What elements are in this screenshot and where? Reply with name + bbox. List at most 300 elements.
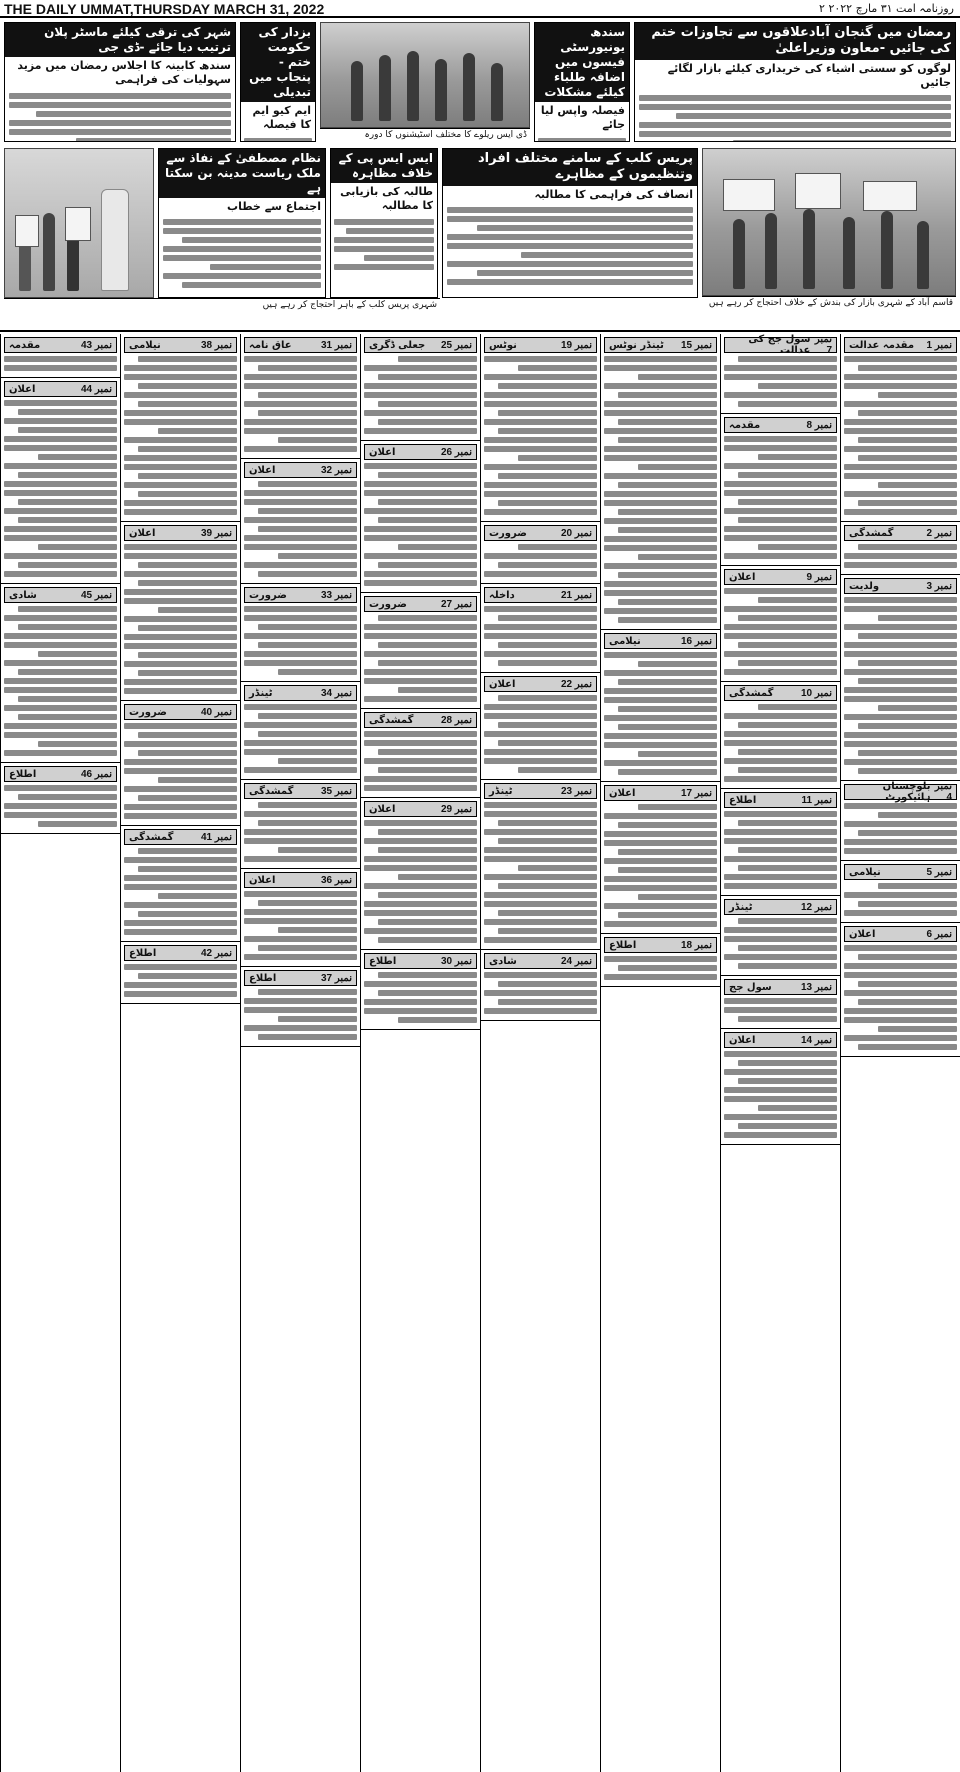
ad-number: نمبر 11 — [801, 794, 832, 806]
ad-text-line — [484, 704, 597, 710]
ad-title: اعلان — [9, 383, 36, 395]
classified-ad — [1, 584, 120, 763]
ad-text-line — [244, 606, 357, 612]
ad-text-line — [484, 713, 597, 719]
ad-text-line — [4, 678, 117, 684]
ad-title: سول جج — [729, 981, 772, 993]
ad-text-line — [858, 544, 957, 550]
ad-text-line — [498, 695, 597, 701]
ad-title: ٹینڈر — [729, 901, 753, 913]
ad-header — [724, 334, 837, 356]
ad-text-line — [498, 500, 597, 506]
ad-text-line — [124, 741, 237, 747]
ad-column — [840, 334, 960, 1772]
classified-ad — [721, 976, 840, 1029]
ad-text-line — [278, 847, 357, 853]
classified-ad — [361, 950, 480, 1030]
ad-text-line — [4, 418, 117, 424]
ad-text-line — [618, 724, 717, 730]
ad-text-line — [858, 660, 957, 666]
ad-number: نمبر 17 — [680, 787, 712, 799]
ad-title: اعلان — [369, 803, 396, 815]
story-master-plan-subhead: سندھ کابینہ کا اجلاس رمضان میں مزید سہولیات کی فراہمی — [17, 59, 231, 87]
ad-text-line — [604, 365, 717, 371]
ad-text-line — [4, 785, 117, 791]
ad-text-line — [138, 473, 237, 479]
ad-header — [604, 785, 717, 801]
ad-text-line — [858, 723, 957, 729]
ad-text-line — [4, 723, 117, 729]
ad-text-line — [604, 903, 717, 909]
classified-ad — [721, 682, 840, 789]
news-photo-railway — [320, 22, 530, 128]
ad-header — [844, 578, 957, 594]
ad-text-line — [124, 464, 237, 470]
ad-text-line — [244, 998, 357, 1004]
ad-text-line — [364, 651, 477, 657]
ad-text-line — [844, 732, 957, 738]
ad-text-line — [844, 687, 957, 693]
ad-text-line — [844, 848, 957, 854]
classified-ad — [601, 334, 720, 630]
ad-text-line — [244, 419, 357, 425]
ad-title: گمشدگی — [249, 785, 294, 797]
story-encroachment-headline: رمضان میں گنجان آبادعلاقوں سے تجاوزات ختم کی جائیں -معاون وزیراعلیٰ — [635, 23, 955, 60]
ad-text-line — [844, 963, 957, 969]
story-fees-headline: سندھ یونیورسٹی فیسوں میں اضافہ طلباء کیلئے مشکلات — [535, 23, 629, 102]
ad-text-line — [364, 910, 477, 916]
ad-text-line — [724, 392, 837, 398]
ad-number: نمبر 21 — [560, 589, 592, 601]
ad-text-line — [604, 697, 717, 703]
ad-text-line — [258, 1034, 357, 1040]
ad-text-line — [4, 732, 117, 738]
classified-ad — [241, 869, 360, 967]
ad-text-line — [4, 445, 117, 451]
ad-text-line — [124, 589, 237, 595]
ad-text-line — [878, 482, 957, 488]
ad-text-line — [484, 758, 597, 764]
ad-title: اعلان — [249, 464, 276, 476]
classified-ad — [361, 441, 480, 593]
ad-title: اطلاع — [9, 768, 37, 780]
ad-text-line — [604, 670, 717, 676]
ad-text-line — [378, 847, 477, 853]
ad-number: نمبر 28 — [440, 714, 472, 726]
ad-text-line — [758, 454, 837, 460]
classified-ad — [361, 798, 480, 950]
ad-text-line — [498, 740, 597, 746]
ad-text-line — [844, 972, 957, 978]
ad-text-line — [844, 491, 957, 497]
ad-title: شادی — [9, 589, 37, 601]
ad-header — [484, 587, 597, 603]
ad-text-line — [758, 544, 837, 550]
ad-text-line — [724, 508, 837, 514]
ad-text-line — [724, 1096, 837, 1102]
ad-text-line — [124, 374, 237, 380]
ad-text-line — [484, 633, 597, 639]
ad-text-line — [604, 876, 717, 882]
ad-text-line — [844, 910, 957, 916]
ad-text-line — [124, 982, 237, 988]
photo-protest-left-caption: شہری پریس کلب کے باہر احتجاج کر رہے ہیں — [4, 298, 440, 312]
ad-text-line — [378, 919, 477, 925]
classified-ad — [241, 682, 360, 780]
ad-text-line — [4, 750, 117, 756]
ad-text-line — [244, 918, 357, 924]
ad-text-line — [364, 481, 477, 487]
ad-text-line — [364, 678, 477, 684]
ad-text-line — [364, 856, 477, 862]
classified-ad — [121, 522, 240, 701]
ad-text-line — [724, 713, 837, 719]
ad-text-line — [4, 705, 117, 711]
classified-ad — [601, 782, 720, 934]
ad-text-line — [604, 518, 717, 524]
ad-text-line — [124, 902, 237, 908]
ad-text-line — [724, 535, 837, 541]
ad-title: نوٹس — [489, 339, 517, 351]
ad-text-line — [244, 374, 357, 380]
ad-number: نمبر 43 — [80, 339, 112, 351]
ad-text-line — [138, 866, 237, 872]
ad-text-line — [604, 383, 717, 389]
ad-text-line — [244, 954, 357, 960]
ad-text-line — [604, 446, 717, 452]
ad-text-line — [364, 571, 477, 577]
ad-header — [484, 783, 597, 799]
ad-header — [244, 872, 357, 888]
ad-title: نیلامی — [609, 635, 641, 647]
ad-text-line — [844, 990, 957, 996]
ad-text-line — [738, 1060, 837, 1066]
ad-header — [844, 525, 957, 541]
ad-text-line — [498, 910, 597, 916]
ad-text-line — [124, 804, 237, 810]
ad-text-line — [4, 660, 117, 666]
ad-text-line — [18, 427, 117, 433]
ad-text-line — [258, 642, 357, 648]
ad-number: نمبر 31 — [320, 339, 352, 351]
ad-number: نمبر 7 — [814, 334, 832, 356]
ad-text-line — [484, 491, 597, 497]
classified-ads — [0, 334, 960, 1772]
ad-text-line — [484, 509, 597, 515]
ad-text-line — [4, 463, 117, 469]
ad-text-line — [364, 838, 477, 844]
ad-text-line — [244, 615, 357, 621]
ad-text-line — [124, 768, 237, 774]
ad-text-line — [844, 651, 957, 657]
ad-text-line — [258, 571, 357, 577]
ad-text-line — [724, 936, 837, 942]
ad-text-line — [844, 714, 957, 720]
ad-text-line — [724, 927, 837, 933]
ad-text-line — [364, 776, 477, 782]
story-bazdar-subhead: ایم کیو ایم کا فیصلہ — [252, 104, 311, 132]
ad-number: نمبر 24 — [560, 955, 592, 967]
ad-text-line — [618, 572, 717, 578]
ad-text-line — [244, 749, 357, 755]
ad-text-line — [618, 527, 717, 533]
ad-text-line — [378, 642, 477, 648]
ad-text-line — [858, 954, 957, 960]
classified-ad — [241, 584, 360, 682]
ad-text-line — [4, 535, 117, 541]
ad-text-line — [858, 999, 957, 1005]
ad-text-line — [4, 553, 117, 559]
ad-text-line — [844, 821, 957, 827]
ad-text-line — [858, 901, 957, 907]
ad-text-line — [244, 562, 357, 568]
ad-text-line — [484, 553, 597, 559]
ad-text-line — [398, 687, 477, 693]
ad-text-line — [878, 1026, 957, 1032]
ad-text-line — [364, 696, 477, 702]
classified-ad — [121, 826, 240, 942]
ad-text-line — [484, 847, 597, 853]
ad-title: عاق نامہ — [249, 339, 292, 351]
ad-title: گمشدگی — [129, 831, 174, 843]
ad-text-line — [604, 428, 717, 434]
ad-text-line — [124, 616, 237, 622]
story-sindh-uni-headline: ایس ایس پی کے خلاف مظاہرہ — [331, 149, 437, 183]
ad-text-line — [244, 544, 357, 550]
ad-title: گمشدگی — [729, 687, 774, 699]
ad-text-line — [4, 400, 117, 406]
ad-text-line — [758, 704, 837, 710]
ad-text-line — [844, 383, 957, 389]
ad-text-line — [858, 633, 957, 639]
ad-header — [724, 792, 837, 808]
story-master-plan-headline: شہر کی ترقی کیلئے ماسٹر پلان ترتیب دیا جائے -ڈی جی — [5, 23, 235, 57]
ad-text-line — [844, 945, 957, 951]
ad-text-line — [244, 767, 357, 773]
ad-text-line — [378, 937, 477, 943]
ad-text-line — [398, 1017, 477, 1023]
ad-title: شادی — [489, 955, 517, 967]
ad-text-line — [364, 1008, 477, 1014]
ad-number: نمبر 2 — [926, 527, 952, 539]
ad-number: نمبر 22 — [560, 678, 592, 690]
ad-text-line — [124, 634, 237, 640]
ad-text-line — [638, 554, 717, 560]
ad-text-line — [378, 401, 477, 407]
ad-text-line — [738, 847, 837, 853]
urdu-date-line: روزنامہ امت ۳۱ مارچ ۲۰۲۲ ۲ — [819, 2, 954, 15]
ad-text-line — [378, 972, 477, 978]
ad-text-line — [724, 874, 837, 880]
ad-text-line — [364, 669, 477, 675]
ad-text-line — [398, 874, 477, 880]
ad-header — [844, 781, 957, 803]
ad-text-line — [258, 410, 357, 416]
ad-text-line — [844, 419, 957, 425]
ad-text-line — [498, 410, 597, 416]
ad-text-line — [724, 954, 837, 960]
ad-text-line — [724, 1087, 837, 1093]
ad-text-line — [124, 929, 237, 935]
classified-ad — [361, 593, 480, 709]
story-press-club-subhead: انصاف کی فراہمی کا مطالبہ — [534, 187, 693, 201]
ad-header — [724, 569, 837, 585]
ad-text-line — [604, 500, 717, 506]
ad-text-line — [158, 777, 237, 783]
ad-text-line — [484, 829, 597, 835]
ad-text-line — [258, 508, 357, 514]
ad-text-line — [38, 454, 117, 460]
ad-text-line — [278, 1016, 357, 1022]
ad-text-line — [258, 481, 357, 487]
ad-text-line — [258, 820, 357, 826]
ad-number: نمبر 39 — [200, 527, 232, 539]
ad-text-line — [278, 437, 357, 443]
ad-title: گمشدگی — [849, 527, 894, 539]
ad-text-line — [724, 651, 837, 657]
ad-text-line — [4, 365, 117, 371]
ad-text-line — [724, 776, 837, 782]
ad-text-line — [878, 705, 957, 711]
ad-text-line — [484, 651, 597, 657]
ad-text-line — [364, 785, 477, 791]
ad-header — [844, 864, 957, 880]
ad-text-line — [724, 1069, 837, 1075]
ad-text-line — [244, 499, 357, 505]
classified-ad — [241, 334, 360, 459]
ad-text-line — [724, 829, 837, 835]
ad-title: اعلان — [609, 787, 636, 799]
ad-text-line — [758, 597, 837, 603]
ad-number: نمبر 45 — [80, 589, 112, 601]
ad-text-line — [724, 526, 837, 532]
ad-text-line — [724, 463, 837, 469]
ad-number: نمبر 12 — [800, 901, 832, 913]
ad-text-line — [484, 972, 597, 978]
ad-text-line — [124, 410, 237, 416]
ad-text-line — [244, 704, 357, 710]
ad-text-line — [844, 597, 957, 603]
ad-text-line — [278, 669, 357, 675]
ad-text-line — [724, 481, 837, 487]
ad-text-line — [738, 1123, 837, 1129]
ad-text-line — [124, 688, 237, 694]
ad-text-line — [484, 1008, 597, 1014]
ad-text-line — [364, 820, 477, 826]
ad-number: نمبر 32 — [320, 464, 352, 476]
ad-text-line — [378, 615, 477, 621]
ad-text-line — [604, 921, 717, 927]
ad-header — [244, 337, 357, 353]
ad-number: نمبر 35 — [320, 785, 352, 797]
ad-number: نمبر 30 — [440, 955, 472, 967]
ad-text-line — [364, 463, 477, 469]
ad-header — [364, 337, 477, 353]
ad-text-line — [878, 615, 957, 621]
ad-text-line — [858, 1044, 957, 1050]
ad-number: نمبر 6 — [926, 928, 952, 940]
classified-ad — [121, 701, 240, 826]
ad-text-line — [124, 884, 237, 890]
ad-text-line — [618, 867, 717, 873]
story-nizam-headline: نظام مصطفیٰ کے نفاذ سے ملک ریاست مدینہ بن سکتا ہے — [159, 149, 325, 198]
ad-text-line — [4, 490, 117, 496]
ad-text-line — [858, 981, 957, 987]
ad-number: نمبر 38 — [200, 339, 232, 351]
ad-text-line — [124, 598, 237, 604]
ad-text-line — [738, 945, 837, 951]
ad-text-line — [138, 562, 237, 568]
ad-text-line — [244, 1025, 357, 1031]
ad-title: ٹینڈر — [249, 687, 273, 699]
ad-text-line — [604, 974, 717, 980]
ad-text-line — [124, 500, 237, 506]
ad-text-line — [124, 920, 237, 926]
ad-text-line — [484, 482, 597, 488]
ad-text-line — [158, 428, 237, 434]
news-photo-protest-left — [4, 148, 154, 298]
ad-text-line — [484, 749, 597, 755]
ad-text-line — [604, 536, 717, 542]
ad-text-line — [724, 436, 837, 442]
ad-header — [4, 381, 117, 397]
ad-header — [364, 596, 477, 612]
ad-text-line — [258, 945, 357, 951]
masthead — [0, 0, 960, 18]
ad-text-line — [18, 794, 117, 800]
ad-text-line — [38, 651, 117, 657]
ad-title: جعلی ڈگری — [369, 339, 426, 351]
ad-title: اطلاع — [609, 939, 637, 951]
ad-header — [604, 633, 717, 649]
ad-text-line — [724, 588, 837, 594]
ad-header — [724, 685, 837, 701]
ad-text-line — [158, 893, 237, 899]
ad-text-line — [158, 607, 237, 613]
ad-title: ضرورت — [369, 598, 407, 610]
ad-text-line — [484, 624, 597, 630]
ad-text-line — [124, 786, 237, 792]
ad-text-line — [4, 356, 117, 362]
ad-text-line — [484, 901, 597, 907]
ad-text-line — [618, 482, 717, 488]
ad-header — [124, 829, 237, 845]
ad-text-line — [858, 678, 957, 684]
ad-text-line — [858, 768, 957, 774]
ad-text-line — [724, 731, 837, 737]
ad-title: اعلان — [849, 928, 876, 940]
ad-text-line — [364, 999, 477, 1005]
classified-ad — [1, 763, 120, 834]
ad-text-line — [278, 553, 357, 559]
ad-text-line — [738, 1016, 837, 1022]
ad-text-line — [138, 848, 237, 854]
ad-number: نمبر 42 — [200, 947, 232, 959]
ad-text-line — [4, 633, 117, 639]
ad-text-line — [638, 751, 717, 757]
ad-text-line — [364, 392, 477, 398]
ad-text-line — [18, 714, 117, 720]
ad-text-line — [844, 642, 957, 648]
ad-header — [844, 337, 957, 353]
classified-ad — [361, 334, 480, 441]
ad-header — [484, 953, 597, 969]
ad-text-line — [258, 365, 357, 371]
ad-text-line — [604, 956, 717, 962]
ad-number: نمبر 9 — [806, 571, 832, 583]
paper-title-date: THE DAILY UMMAT,THURSDAY MARCH 31, 2022 — [4, 1, 325, 17]
ad-text-line — [484, 571, 597, 577]
